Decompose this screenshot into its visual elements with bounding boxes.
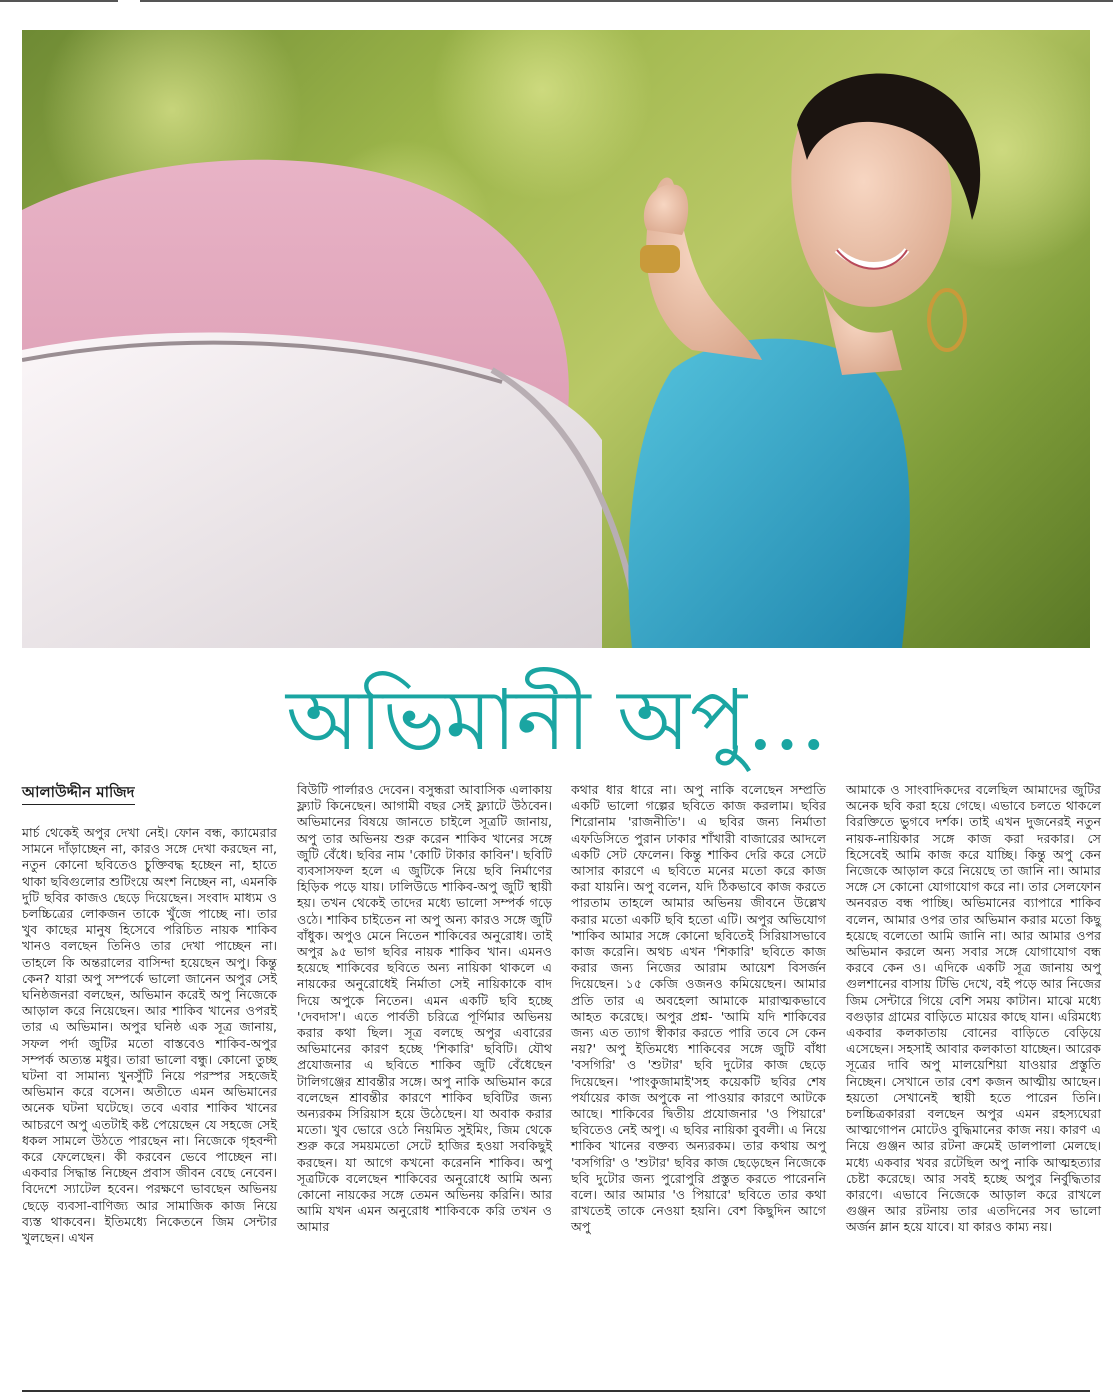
top-rule-left — [0, 0, 118, 2]
column-text: কথার ধার ধারে না। অপু নাকি বলেছেন সম্প্রতি একটি ভালো গল্পের ছবিতে কাজ করলাম। ছবির শিরোনাম 'রাজনীতি'। এ ছবির জন্য নির্মাতা এফডিসিতে পুরান ঢাকার শাঁখারী বাজারের আদলে একটি সেট ফেলেন। কিন্তু শাকিব দেরি করে সেটে আসার কারণে এ ছবিতে মনের মতো করে কাজ করা যায়নি। অপু বলেন, যদি ঠিকভাবে কাজ করতে পারতাম তাহলে আমার অভিনয় জীবনে উল্লেখ করার মতো একটি ছবি হতো এটি। অপুর অভিযোগ 'শাকিব আমার সঙ্গে কোনো ছবিতেই সিরিয়াসভাবে কাজ করেনি। অথচ এখন 'শিকারি' ছবিতে কাজ করার জন্য নিজের আরাম আয়েশ বিসর্জন দিয়েছেন। ১৫ কেজি ওজনও কমিয়েছেন। আমার প্রতি তার এ অবহেলা আমাকে মারাত্মকভাবে আহত করেছে। অপুর প্রশ্ন- 'আমি যদি শাকিবের জন্য এত ত্যাগ স্বীকার করতে পারি তবে সে কেন নয়?' অপু ইতিমধ্যে শাকিবের সঙ্গে জুটি বাঁধা 'বসগিরি' ও 'শুটার' ছবি দুটোর কাজ ছেড়ে দিয়েছেন। 'পাংকুজামাই'সহ কয়েকটি ছবির শেষ পর্যায়ের কাজ অপুকে না পাওয়ার কারণে আটকে আছে। শাকিবের দ্বিতীয় প্রযোজনার 'ও পিয়ারে' ছবিতেও নেই অপু। এ ছবির নায়িকা বুবলী। এ নিয়ে শাকিব খানের বক্তব্য অন্যরকম। তার কথায় অপু 'বসগিরি' ও 'শুটার' ছবির কাজ ছেড়েছেন নিজেকে ছবি দুটোর জন্য পুরোপুরি প্রস্তুত করতে পারেননি বলে। আর আমার 'ও পিয়ারে' ছবিতে তার কথা রাখতেই তাকে নেওয়া হয়নি। বেশ কিছুদিন আগে অপু — [571, 782, 826, 1235]
column-text: বিউটি পার্লারও দেবেন। বসুন্ধরা আবাসিক এলাকায় ফ্ল্যাট কিনেছেন। আগামী বছর সেই ফ্ল্যাটে উঠবেন। অভিমানের বিষয়ে জানতে চাইলে সূত্রটি জানায়, অপু তার অভিনয় শুরু করেন শাকিব খানের সঙ্গে জুটি বেঁধে। ছবির নাম 'কোটি টাকার কাবিন'। ছবিটি ব্যবসাসফল হলে এ জুটিকে নিয়ে ছবি নির্মাণের হিড়িক পড়ে যায়। ঢালিউডে শাকিব-অপু জুটি স্থায়ী হয়। তখন থেকেই তাদের মধ্যে ভালো সম্পর্ক গড়ে ওঠে। শাকিব চাইতেন না অপু অন্য কারও সঙ্গে জুটি বাঁধুক। অপুও মেনে নিতেন শাকিবের অনুরোধ। তাই অপুর ৯৫ ভাগ ছবির নায়ক শাকিব খান। এমনও হয়েছে শাকিবের ছবিতে অন্য নায়িকা থাকলে এ নায়কের অনুরোধেই নির্মাতা সেই নায়িকাকে বাদ দিয়ে অপুকে নিতেন। এমন একটি ছবি হচ্ছে 'দেবদাস'। এতে পার্বতী চরিত্রে পূর্ণিমার অভিনয় করার কথা ছিল। সূত্র বলছে অপুর এবারের অভিমানের কারণ হচ্ছে 'শিকারি' ছবিটি। যৌথ প্রযোজনার এ ছবিতে শাকিব জুটি বেঁধেছেন টালিগঞ্জের শ্রাবন্তীর সঙ্গে। অপু নাকি অভিমান করে বলেছেন শ্রাবন্তীর কারণে শাকিব ছবিটির জন্য অন্যরকম সিরিয়াস হয়ে উঠেছেন। যা অবাক করার মতো। খুব ভোরে ওঠে নিয়মিত সুইমিং, জিম থেকে শুরু করে সময়মতো সেটে হাজির হওয়া সবকিছুই করছেন। যা আগে কখনো করেননি শাকিব। অপু সূত্রটিকে বলেছেন শাকিবের অনুরোধে আমি অন্য কোনো নায়কের সঙ্গে তেমন অভিনয় করিনি। আর আমি যখন এমন অনুরোধ শাকিবকে করি তখন ও আমার — [297, 782, 552, 1235]
article-column-4 — [846, 782, 1101, 1236]
lead-photo — [22, 30, 1090, 648]
headline: অভিমানী অপু... — [285, 671, 828, 769]
top-rule — [0, 0, 1113, 4]
article-column-2 — [297, 782, 552, 1236]
article-column-3 — [571, 782, 826, 1236]
article-column-1 — [22, 782, 277, 1246]
bottom-rule — [22, 1390, 1090, 1392]
top-rule-right — [140, 0, 1113, 2]
column-text: আমাকে ও সাংবাদিকদের বলেছিল আমাদের জুটির অনেক ছবি করা হয়ে গেছে। এভাবে চলতে থাকলে বিরক্তিতে ভুগবে দর্শক। তাই এখন দুজনেরই নতুন নায়ক-নায়িকার সঙ্গে কাজ করা দরকার। সে হিসেবেই আমি কাজ করে যাচ্ছি। কিন্তু অপু কেন নিজেকে আড়াল করে নিয়েছে তা জানি না। আমার সঙ্গে সে কোনো যোগাযোগ করে না। তার সেলফোন অনবরত বন্ধ পাচ্ছি। অভিমানের ব্যাপারে শাকিব বলেন, আমার ওপর তার অভিমান করার মতো কিছু হয়েছে বলেতো আমি জানি না। আর আমার ওপর অভিমান করলে অন্য সবার সঙ্গে যোগাযোগ বন্ধ করবে কেন ও। এদিকে একটি সূত্র জানায় অপু গুলশানের বাসায় টিভি দেখে, বই পড়ে আর নিজের জিম সেন্টারে গিয়ে বেশি সময় কাটান। মাঝে মধ্যে বগুড়ার গ্রামের বাড়িতে মায়ের কাছে যান। এরিমধ্যে একবার কলকাতায় বোনের বাড়িতে বেড়িয়ে এসেছেন। সহসাই আবার কলকাতা যাচ্ছেন। আরেক সূত্রের দাবি অপু মালয়েশিয়া যাওয়ার প্রস্তুতি নিচ্ছেন। সেখানে তার বেশ কজন আত্মীয় আছেন। হয়তো সেখানেই স্থায়ী হতে পারেন তিনি। চলচ্চিত্রকাররা বলছেন অপুর এমন রহস্যঘেরা আত্মগোপন মোটেও বুদ্ধিমানের কাজ নয়। কারণ এ নিয়ে গুঞ্জন আর রটনা ক্রমেই ডালপালা মেলছে। মধ্যে একবার খবর রটেছিল অপু নাকি আত্মহত্যার চেষ্টা করেছে। আর সবই হচ্ছে অপুর নির্বুদ্ধিতার কারণে। এভাবে নিজেকে আড়াল করে রাখলে গুঞ্জন আর রটনায় তার এতদিনের সব ভালো অর্জন ম্লান হয়ে যাবে। যা কারও কাম্য নয়। — [846, 782, 1101, 1235]
byline: আলাউদ্দীন মাজিদ — [22, 782, 135, 805]
column-text: মার্চ থেকেই অপুর দেখা নেই। ফোন বন্ধ, ক্যামেরার সামনে দাঁড়াচ্ছেন না, কারও সঙ্গে দেখা করছেন না, নতুন কোনো ছবিতেও চুক্তিবদ্ধ হচ্ছেন না, হাতে থাকা ছবিগুলোর শুটিংয়ে অংশ নিচ্ছেন না, এমনকি দুটি ছবির কাজও ছেড়ে দিয়েছেন। সংবাদ মাধ্যম ও চলচ্চিত্রের লোকজন তাকে খুঁজে পাচ্ছে না। তার খুব কাছের মানুষ হিসেবে পরিচিত নায়ক শাকিব খানও বলছেন তিনিও তার দেখা পাচ্ছেন না। তাহলে কি অন্তরালের বাসিন্দা হয়েছেন অপু। কিন্তু কেন? যারা অপু সম্পর্কে ভালো জানেন অপুর সেই ঘনিষ্ঠজনরা বলছেন, অভিমান করেই অপু নিজেকে আড়াল করে নিয়েছেন। আর শাকিব খানের ওপরই তার এ অভিমান। অপুর ঘনিষ্ঠ এক সূত্র জানায়, সফল পর্দা জুটির মতো বাস্তবেও শাকিব-অপুর সম্পর্ক অত্যন্ত মধুর। তারা ভালো বন্ধু। কোনো তুচ্ছ ঘটনা বা সামান্য খুনসুঁটি নিয়ে পরস্পর সহজেই অভিমান করে বসেন। অতীতে এমন অভিমানের অনেক ঘটনা ঘটেছে। তবে এবার শাকিব খানের আচরণে অপু এতটাই কষ্ট পেয়েছেন যে সহজে সেই ধকল সামলে উঠতে পারছেন না। নিজেকে গৃহবন্দী করে ফেলেছেন। কী করবেন ভেবে পাচ্ছেন না। একবার সিদ্ধান্ত নিচ্ছেন প্রবাস জীবন বেছে নেবেন। বিদেশে স্যাটেল হবেন। পরক্ষণে ভাবছেন অভিনয় ছেড়ে ব্যবসা-বাণিজ্য আর সামাজিক কাজ নিয়ে ব্যস্ত থাকবেন। ইতিমধ্যে নিকেতনে জিম সেন্টার খুলছেন। এখন — [22, 825, 277, 1246]
photo-illustration — [22, 30, 1090, 648]
